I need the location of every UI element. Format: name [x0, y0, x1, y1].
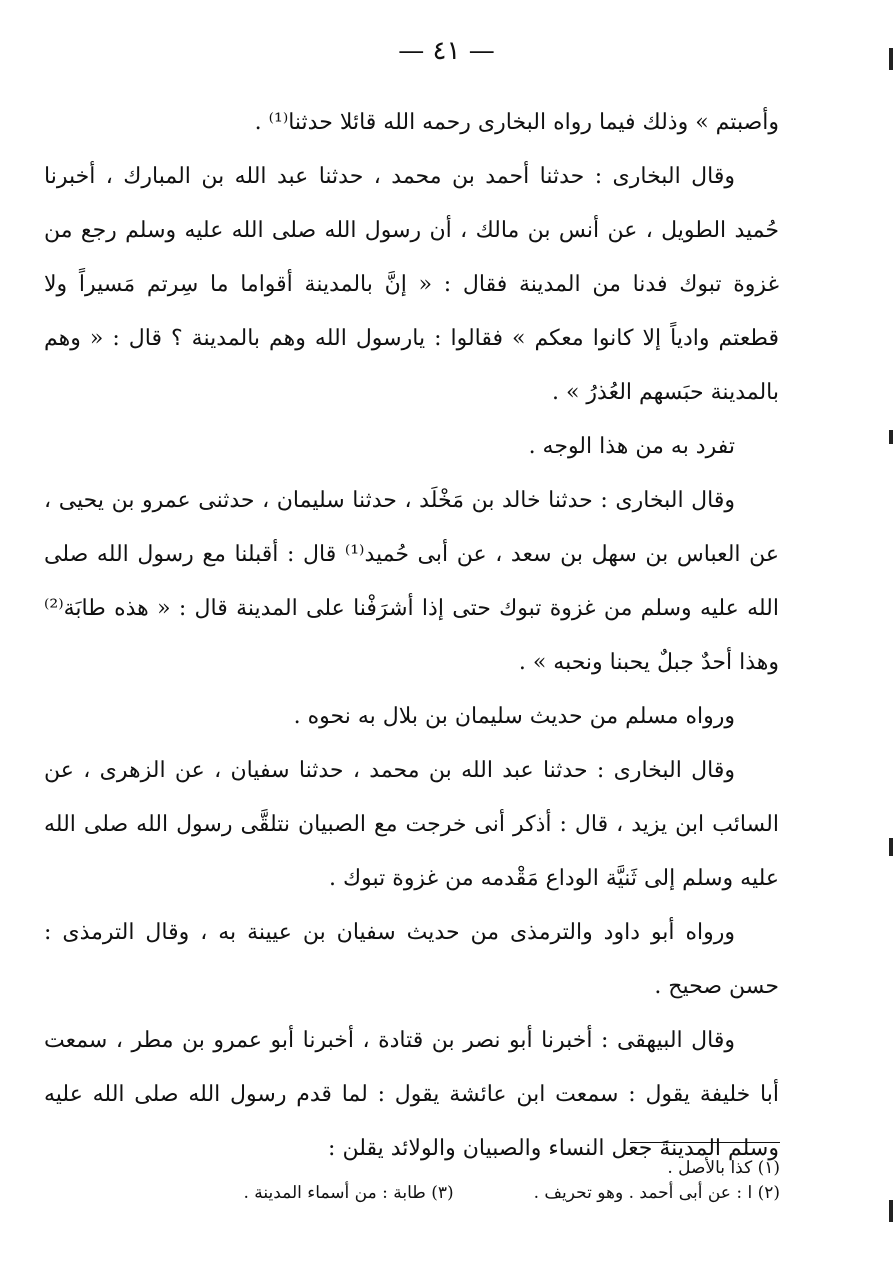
- footnote-1: (١) كذا بالأصل .: [667, 1158, 780, 1178]
- footnote-2: (٢) ا : عن أبى أحمد . وهو تحريف .: [533, 1183, 780, 1203]
- paragraph: وأصبتم » وذلك فيما رواه البخارى رحمه الله قائلا حدثنا⁽¹⁾ .: [254, 110, 779, 135]
- scan-edge-mark: [889, 430, 893, 444]
- main-text: [44, 96, 779, 1176]
- footnote-3: (٣) طابة : من أسماء المدينة .: [243, 1183, 454, 1203]
- paragraph: ورواه أبو داود والترمذى من حديث سفيان بن عيينة به ، وقال الترمذى : حسن صحيح .: [44, 920, 779, 999]
- scan-edge-mark: [889, 1200, 893, 1222]
- paragraph: تفرد به من هذا الوجه .: [528, 434, 735, 459]
- paragraph: وقال البخارى : حدثنا عبد الله بن محمد ، حدثنا سفيان ، عن الزهرى ، عن السائب ابن يزيد ، قال : أذكر أنى خرجت مع الصبيان نتلقَّى رسول الله صلى الله عليه وسلم إلى ثَنيَّة الوداع مَقْدمه من غزوة تبوك .: [44, 758, 779, 891]
- paragraph: وقال البخارى : حدثنا خالد بن مَخْلَد ، حدثنا سليمان ، حدثنى عمرو بن يحيى ، عن العباس بن سهل بن سعد ، عن أبى حُميد⁽¹⁾ قال : أقبلنا مع رسول الله صلى الله عليه وسلم من غزوة تبوك حتى إذا أشرَفْنا على المدينة قال : « هذه طابَة⁽²⁾ وهذا أحدٌ جبلٌ يحبنا ونحبه » .: [44, 488, 779, 675]
- footnotes: [150, 1156, 780, 1206]
- page-number: — ٤١ —: [398, 36, 495, 66]
- scan-edge-mark: [889, 48, 893, 70]
- scan-edge-mark: [889, 838, 893, 856]
- paragraph: ورواه مسلم من حديث سليمان بن بلال به نحوه .: [293, 704, 735, 729]
- footnote-row: [150, 1181, 780, 1206]
- paragraph: وقال البيهقى : أخبرنا أبو نصر بن قتادة ، أخبرنا أبو عمرو بن مطر ، سمعت أبا خليفة يقول : سمعت ابن عائشة يقول : لما قدم رسول الله صلى الله عليه وسلم المدينةَ جعل النساء والصبيان والولائد يقلن :: [44, 1028, 779, 1161]
- footnote-divider: [630, 1142, 780, 1143]
- footnote-row: [150, 1156, 780, 1181]
- paragraph: وقال البخارى : حدثنا أحمد بن محمد ، حدثنا عبد الله بن المبارك ، أخبرنا حُميد الطويل ، عن أنس بن مالك ، أن رسول الله صلى الله عليه وسلم رجع من غزوة تبوك فدنا من المدينة فقال : « إنَّ بالمدينة أقواما ما سِرتم مَسيراً ولا قطعتم وادياً إلا كانوا معكم » فقالوا : يارسول الله وهم بالمدينة ؟ قال : « وهم بالمدينة حبَسهم العُذرُ » .: [44, 164, 779, 405]
